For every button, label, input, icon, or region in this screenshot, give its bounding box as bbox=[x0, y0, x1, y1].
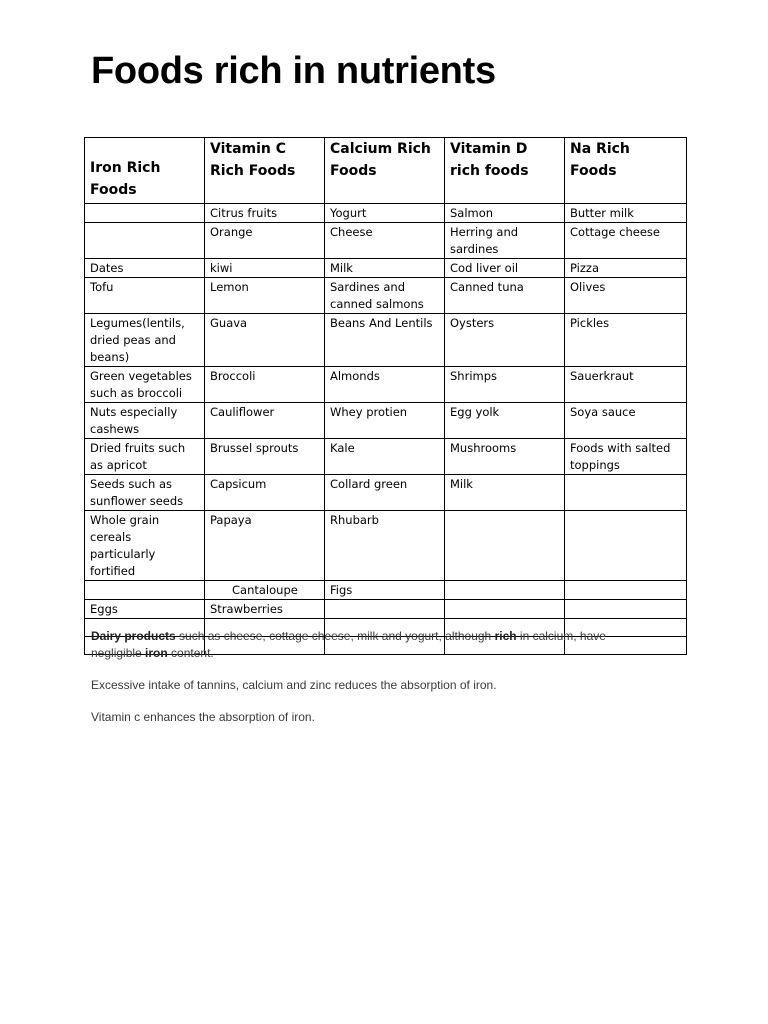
note-dairy-text-2: in calcium, have negligible bbox=[91, 629, 606, 660]
cell-sodium: Sauerkraut bbox=[565, 367, 687, 403]
cell-sodium bbox=[565, 475, 687, 511]
table-row bbox=[85, 600, 687, 619]
cell-vitamin-c: Strawberries bbox=[205, 600, 325, 619]
cell-vitamin-c: Citrus fruits bbox=[205, 204, 325, 223]
cell-iron: Seeds such as sunflower seeds bbox=[85, 475, 205, 511]
header-vitamin-d: Vitamin D rich foods bbox=[445, 138, 565, 204]
cell-vitamin-d: Herring and sardines bbox=[445, 223, 565, 259]
cell-iron: Tofu bbox=[85, 278, 205, 314]
note-dairy-text-3: content. bbox=[167, 646, 214, 660]
cell-sodium bbox=[565, 581, 687, 600]
cell-vitamin-c: Lemon bbox=[205, 278, 325, 314]
header-calcium: Calcium Rich Foods bbox=[325, 138, 445, 204]
cell-iron bbox=[85, 223, 205, 259]
cell-vitamin-c: Cantaloupe bbox=[205, 581, 325, 600]
header-vitamin-c: Vitamin C Rich Foods bbox=[205, 138, 325, 204]
cell-vitamin-d: Cod liver oil bbox=[445, 259, 565, 278]
table-row bbox=[85, 475, 687, 511]
cell-sodium: Foods with salted toppings bbox=[565, 439, 687, 475]
table-row bbox=[85, 403, 687, 439]
cell-vitamin-c: Broccoli bbox=[205, 367, 325, 403]
cell-sodium: Cottage cheese bbox=[565, 223, 687, 259]
table-row bbox=[85, 439, 687, 475]
cell-calcium: Kale bbox=[325, 439, 445, 475]
notes bbox=[91, 628, 651, 741]
table-row bbox=[85, 511, 687, 581]
cell-sodium: Soya sauce bbox=[565, 403, 687, 439]
cell-vitamin-d: Egg yolk bbox=[445, 403, 565, 439]
table-row bbox=[85, 259, 687, 278]
nutrient-foods-table bbox=[84, 137, 687, 655]
note-dairy bbox=[91, 628, 651, 662]
note-dairy-bold-2: rich bbox=[494, 629, 517, 643]
cell-sodium bbox=[565, 600, 687, 619]
cell-calcium: Almonds bbox=[325, 367, 445, 403]
cell-sodium: Pizza bbox=[565, 259, 687, 278]
cell-vitamin-d: Shrimps bbox=[445, 367, 565, 403]
cell-iron: Dates bbox=[85, 259, 205, 278]
cell-calcium bbox=[325, 600, 445, 619]
cell-vitamin-c: Papaya bbox=[205, 511, 325, 581]
cell-iron bbox=[85, 581, 205, 600]
cell-calcium: Beans And Lentils bbox=[325, 314, 445, 367]
cell-iron: Legumes(lentils, dried peas and beans) bbox=[85, 314, 205, 367]
cell-calcium: Rhubarb bbox=[325, 511, 445, 581]
header-iron: Iron Rich Foods bbox=[85, 138, 205, 204]
cell-vitamin-c: Orange bbox=[205, 223, 325, 259]
cell-vitamin-d: Mushrooms bbox=[445, 439, 565, 475]
cell-vitamin-d bbox=[445, 511, 565, 581]
cell-vitamin-d: Salmon bbox=[445, 204, 565, 223]
cell-vitamin-c: Cauliflower bbox=[205, 403, 325, 439]
cell-sodium: Olives bbox=[565, 278, 687, 314]
note-dairy-text-1: such as cheese, cottage cheese, milk and yogurt, although bbox=[175, 629, 495, 643]
table-row bbox=[85, 223, 687, 259]
table-row bbox=[85, 314, 687, 367]
cell-sodium bbox=[565, 511, 687, 581]
cell-vitamin-d bbox=[445, 581, 565, 600]
cell-iron: Green vegetables such as broccoli bbox=[85, 367, 205, 403]
note-tannins: Excessive intake of tannins, calcium and zinc reduces the absorption of iron. bbox=[91, 678, 497, 692]
cell-vitamin-d: Milk bbox=[445, 475, 565, 511]
cell-sodium: Butter milk bbox=[565, 204, 687, 223]
cell-calcium: Yogurt bbox=[325, 204, 445, 223]
note-vitamin-c: Vitamin c enhances the absorption of iron. bbox=[91, 710, 315, 724]
header-sodium: Na Rich Foods bbox=[565, 138, 687, 204]
cell-vitamin-c: Guava bbox=[205, 314, 325, 367]
cell-calcium: Sardines and canned salmons bbox=[325, 278, 445, 314]
table-header-row bbox=[85, 138, 687, 204]
cell-vitamin-d: Canned tuna bbox=[445, 278, 565, 314]
cell-calcium: Milk bbox=[325, 259, 445, 278]
table-row bbox=[85, 367, 687, 403]
cell-calcium: Collard green bbox=[325, 475, 445, 511]
cell-iron: Nuts especially cashews bbox=[85, 403, 205, 439]
cell-vitamin-d bbox=[445, 600, 565, 619]
cell-iron: Dried fruits such as apricot bbox=[85, 439, 205, 475]
cell-iron: Eggs bbox=[85, 600, 205, 619]
cell-iron: Whole grain cereals particularly fortified bbox=[85, 511, 205, 581]
table-row bbox=[85, 278, 687, 314]
table-row bbox=[85, 581, 687, 600]
cell-sodium: Pickles bbox=[565, 314, 687, 367]
note-dairy-bold-3: iron bbox=[145, 646, 168, 660]
page-title: Foods rich in nutrients bbox=[91, 50, 496, 92]
cell-calcium: Figs bbox=[325, 581, 445, 600]
table-row bbox=[85, 204, 687, 223]
note-dairy-bold-1: Dairy products bbox=[91, 629, 176, 643]
cell-calcium: Cheese bbox=[325, 223, 445, 259]
cell-vitamin-c: Capsicum bbox=[205, 475, 325, 511]
cell-iron bbox=[85, 204, 205, 223]
cell-vitamin-c: kiwi bbox=[205, 259, 325, 278]
cell-vitamin-d: Oysters bbox=[445, 314, 565, 367]
cell-calcium: Whey protien bbox=[325, 403, 445, 439]
cell-vitamin-c: Brussel sprouts bbox=[205, 439, 325, 475]
